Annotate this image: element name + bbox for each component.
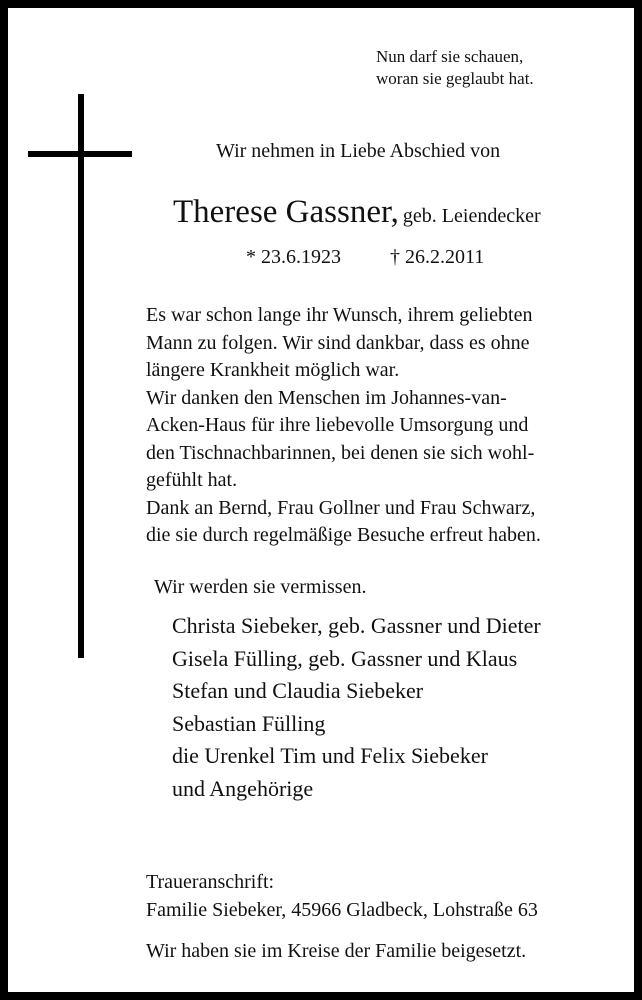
mourner: Stefan und Claudia Siebeker: [172, 678, 424, 703]
deceased-name: Therese Gassner,: [173, 194, 399, 230]
deceased-name-line: [173, 194, 541, 231]
body-line: Mann zu folgen. Wir sind dankbar, dass es ohne: [146, 331, 530, 354]
cross-vertical-bar: [78, 94, 84, 658]
mourner: und Angehörige: [172, 775, 314, 801]
mourner: Sebastian Fülling: [172, 710, 326, 736]
cross-horizontal-bar: [28, 151, 132, 157]
motto-line: Nun darf sie schauen,: [376, 47, 524, 66]
death-date: † 26.2.2011: [390, 246, 485, 268]
body-line: Dank an Bernd, Frau Gollner und Frau Schwarz,: [146, 496, 536, 519]
body-line: den Tischnachbarinnen, bei denen sie sich wohl-: [146, 441, 535, 464]
motto-line: woran sie geglaubt hat.: [376, 69, 534, 88]
body-line: Wir danken den Menschen im Johannes-van-: [146, 386, 507, 409]
address-value: Familie Siebeker, 45966 Gladbeck, Lohstraße 63: [146, 899, 538, 921]
body-text: [146, 302, 541, 550]
body-line: Acken-Haus für ihre liebevolle Umsorgung und: [146, 414, 529, 436]
maiden-name: geb. Leiendecker: [402, 205, 541, 227]
body-line: gefühlt hat.: [146, 469, 238, 491]
closing-line: Wir werden sie vermissen.: [154, 576, 367, 598]
intro-text: Wir nehmen in Liebe Abschied von: [216, 140, 501, 162]
birth-date: * 23.6.1923: [246, 246, 341, 268]
obituary-notice: [8, 8, 634, 992]
motto: [376, 46, 534, 90]
address-label: Traueranschrift:: [146, 871, 275, 893]
body-line: die sie durch regelmäßige Besuche erfreut haben.: [146, 524, 541, 546]
mourner: Gisela Fülling, geb. Gassner und Klaus: [172, 645, 518, 671]
mourners-list: [172, 610, 541, 805]
mourner: die Urenkel Tim und Felix Siebeker: [172, 743, 488, 768]
body-line: Es war schon lange ihr Wunsch, ihrem geliebten: [146, 304, 533, 326]
mourner: Christa Siebeker, geb. Gassner und Dieter: [172, 613, 541, 638]
life-dates: [246, 246, 484, 269]
body-line: längere Krankheit möglich war.: [146, 359, 400, 381]
mourning-address: [146, 868, 538, 924]
burial-note: Wir haben sie im Kreise der Familie beigesetzt.: [146, 940, 527, 962]
